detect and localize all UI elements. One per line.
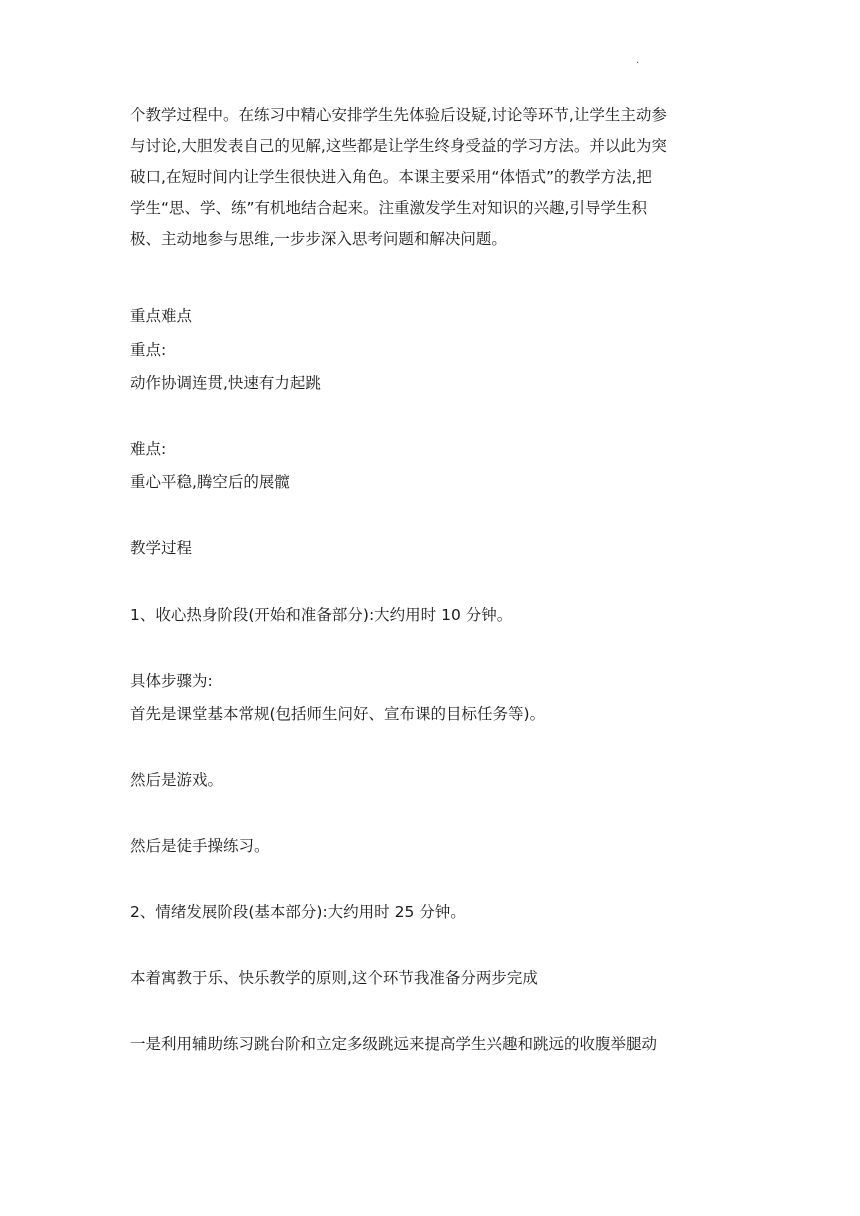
principle-text: 本着寓教于乐、快乐教学的原则,这个环节我准备分两步完成 <box>130 969 538 987</box>
intro-line: 破口,在短时间内让学生很快进入角色。本课主要采用“体悟式”的教学方法,把 <box>130 168 652 186</box>
process-heading: 教学过程 <box>130 539 193 557</box>
steps-label: 具体步骤为: <box>130 672 213 690</box>
stage-1-title: 1、收心热身阶段(开始和准备部分):大约用时 10 分钟。 <box>130 606 513 624</box>
difficulty-text: 重心平稳,腾空后的展髋 <box>130 473 290 491</box>
focus-label: 重点: <box>130 341 167 359</box>
intro-line: 与讨论,大胆发表自己的见解,这些都是让学生终身受益的学习方法。并以此为突 <box>130 137 667 155</box>
header-mark: . <box>636 55 640 66</box>
stage-2-title: 2、情绪发展阶段(基本部分):大约用时 25 分钟。 <box>130 903 466 921</box>
step-3: 然后是徒手操练习。 <box>130 837 270 855</box>
intro-paragraph <box>130 100 730 255</box>
difficulty-label: 难点: <box>130 440 167 458</box>
step-2: 然后是游戏。 <box>130 771 224 789</box>
focus-text: 动作协调连贯,快速有力起跳 <box>130 374 321 392</box>
key-points-heading: 重点难点 <box>130 307 193 325</box>
intro-line: 个教学过程中。在练习中精心安排学生先体验后设疑,讨论等环节,让学生主动参 <box>130 106 667 124</box>
step-1: 首先是课堂基本常规(包括师生问好、宣布课的目标任务等)。 <box>130 705 546 723</box>
intro-line: 学生“思、学、练”有机地结合起来。注重激发学生对知识的兴趣,引导学生积 <box>130 199 647 217</box>
intro-line: 极、主动地参与思维,一步步深入思考问题和解决问题。 <box>130 230 507 248</box>
first-step-text: 一是利用辅助练习跳台阶和立定多级跳远来提高学生兴趣和跳远的收腹举腿动 <box>130 1035 658 1053</box>
